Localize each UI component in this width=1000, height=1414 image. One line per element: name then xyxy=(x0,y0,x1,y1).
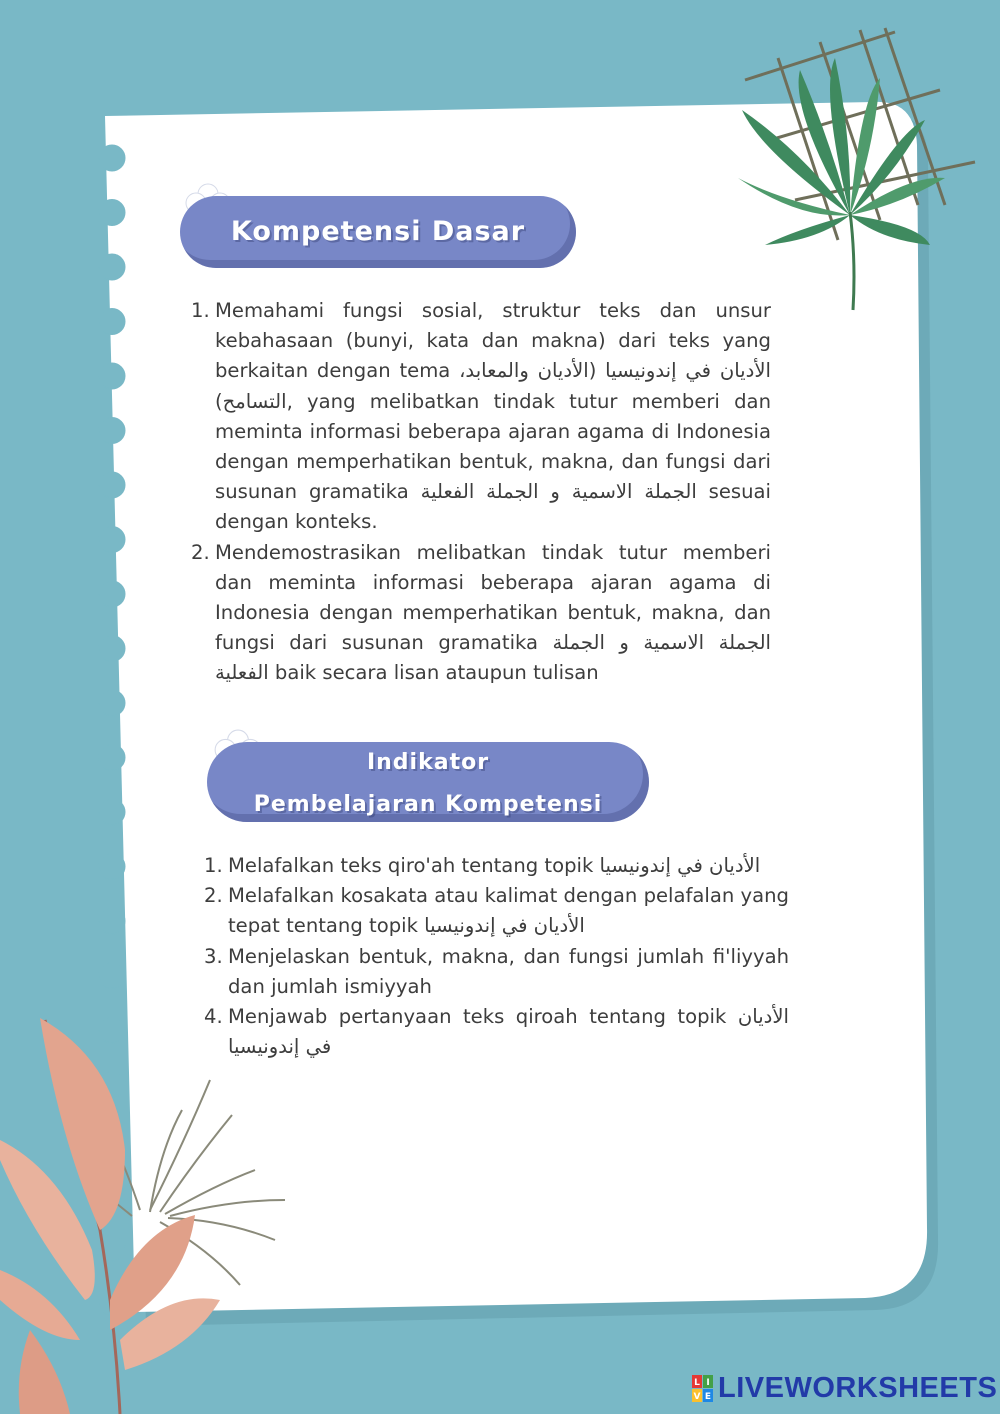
section-title-indikator xyxy=(207,742,649,822)
liveworksheets-wordmark[interactable]: LIVEWORKSHEETS xyxy=(718,1372,998,1404)
list-item-number: 4. xyxy=(204,1005,223,1029)
section-title-line: Pembelajaran Kompetensi xyxy=(253,791,603,817)
live-logo-icon xyxy=(692,1375,714,1403)
list-item-text: baik secara lisan ataupun tulisan xyxy=(268,661,599,685)
list-item-text: sesuai dengan konteks. xyxy=(215,480,771,534)
spiral-ring xyxy=(99,254,125,280)
logo-letter: E xyxy=(704,1391,712,1402)
arabic-text: الجملة الاسمية و الجملة الفعلية xyxy=(420,480,697,504)
spiral-ring xyxy=(99,200,125,226)
spiral-ring xyxy=(99,309,125,335)
list-item xyxy=(204,851,789,881)
spiral-ring xyxy=(99,963,125,989)
list-item xyxy=(204,1002,789,1062)
spiral-ring xyxy=(99,527,125,553)
logo-letter: L xyxy=(694,1377,700,1388)
spiral-ring xyxy=(99,745,125,771)
spiral-ring xyxy=(99,145,125,171)
list-item-text: Mendemostrasikan melibatkan tindak tutur memberi dan meminta informasi beberapa ajaran agama di Indonesia dengan memperhatikan bentuk, makna, dan fungsi dari susunan gramatika xyxy=(215,540,771,655)
list-item-text: Menjawab pertanyaan teks qiroah tentang topik xyxy=(228,1005,738,1029)
list-item-text: Memahami fungsi sosial, struktur teks dan unsur kebahasaan (bunyi, kata dan makna) dari teks yang berkaitan dengan tema xyxy=(215,299,771,383)
spiral-ring xyxy=(99,418,125,444)
binding-strip xyxy=(0,100,68,1330)
section-title-kompetensi-dasar: Kompetensi Dasar xyxy=(180,196,576,268)
arabic-text: الأديان في إندونيسيا xyxy=(228,1005,789,1059)
list-item-text: Melafalkan teks qiro'ah tentang topik xyxy=(228,854,600,877)
logo-letter: V xyxy=(693,1391,701,1402)
arabic-text: الأديان في إندونيسيا (الأديان والمعابد، التسامح) xyxy=(215,359,771,413)
spiral-ring xyxy=(99,1017,125,1043)
paper-sheet xyxy=(105,102,927,1312)
spiral-ring xyxy=(99,799,125,825)
list-item-number: 2. xyxy=(204,884,223,908)
kompetensi-dasar-list xyxy=(191,296,771,689)
list-item xyxy=(204,881,789,941)
section-title-line: Indikator xyxy=(366,750,490,775)
list-item-number: 1. xyxy=(204,854,223,877)
spiral-ring xyxy=(99,363,125,389)
list-item xyxy=(191,296,771,538)
logo-letter: I xyxy=(706,1377,710,1388)
spiral-ring xyxy=(99,690,125,716)
spiral-ring xyxy=(99,854,125,880)
arabic-text: الجملة الاسمية و الجملة الفعلية xyxy=(215,631,771,685)
list-item xyxy=(191,538,771,689)
list-item xyxy=(204,942,789,1002)
list-item-number: 2. xyxy=(191,540,210,564)
list-item-text: Menjelaskan bentuk, makna, dan fungsi jumlah fi'liyyah dan jumlah ismiyyah xyxy=(228,944,789,998)
spiral-ring xyxy=(99,472,125,498)
liveworksheets-logo[interactable] xyxy=(692,1372,997,1405)
spiral-ring xyxy=(99,581,125,607)
list-item-text: , yang melibatkan tindak tutur memberi dan meminta informasi beberapa ajaran agama di Indonesia dengan memperhatikan bentuk, makna, dan fungsi dari susunan gramatika xyxy=(215,389,771,504)
arabic-text: الأديان في إندونيسيا xyxy=(599,854,761,877)
list-item-number: 3. xyxy=(204,944,223,968)
indikator-list xyxy=(204,851,789,1062)
list-item-text: Melafalkan kosakata atau kalimat dengan pelafalan yang tepat tentang topik xyxy=(228,884,789,938)
spiral-ring xyxy=(99,908,125,934)
arabic-text: الأديان في إندونيسيا xyxy=(424,914,585,938)
spiral-ring xyxy=(99,636,125,662)
list-item-number: 1. xyxy=(191,299,210,322)
